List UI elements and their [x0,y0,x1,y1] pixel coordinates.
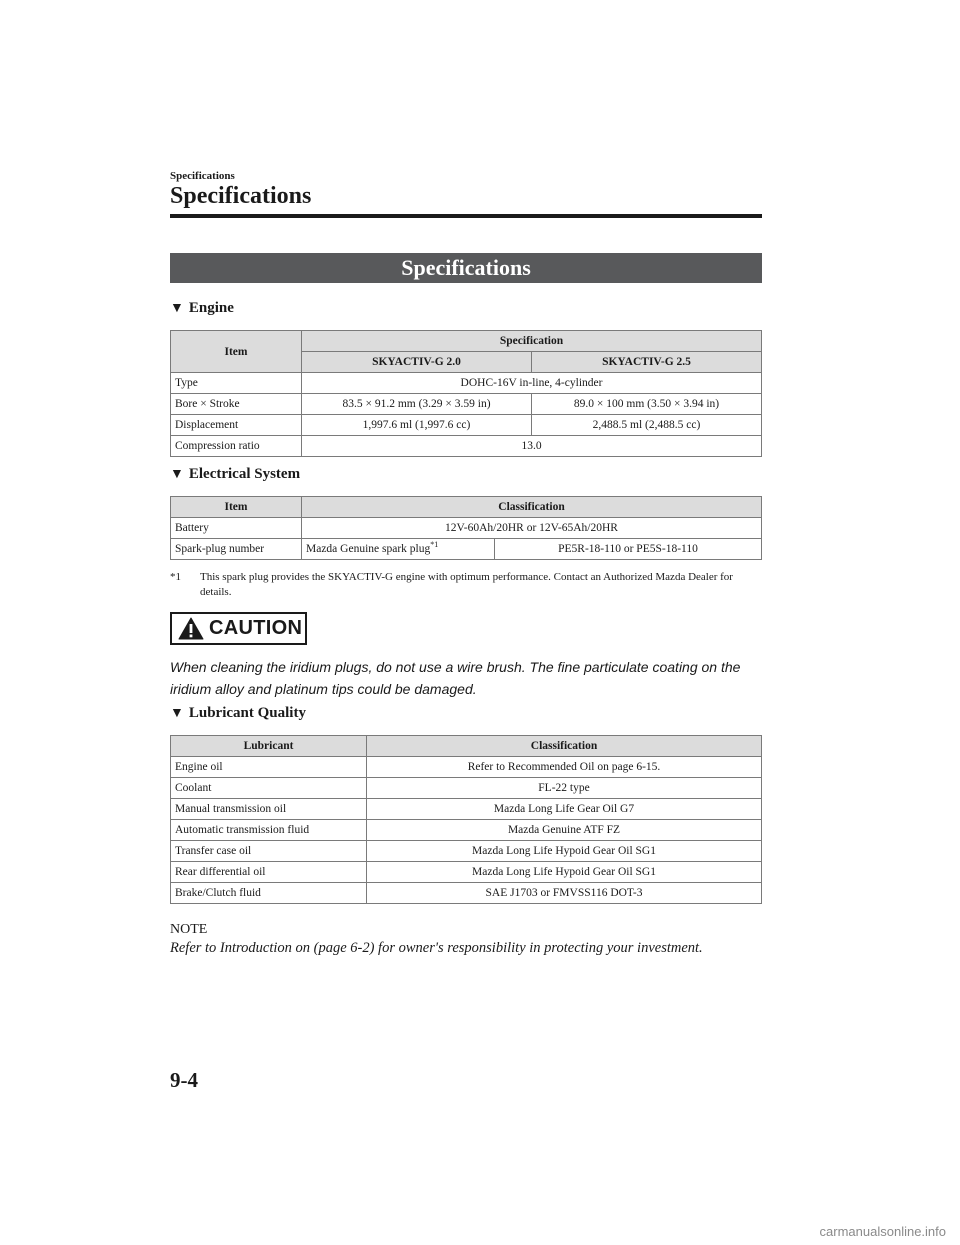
caution-label: CAUTION [209,617,303,639]
table-header: SKYACTIV-G 2.0 [302,352,532,373]
footnote [170,570,762,600]
table-cell: 1,997.6 ml (1,997.6 cc) [302,415,532,436]
table-header: Specification [302,331,762,352]
lubricant-heading: ▼ Lubricant Quality [170,705,306,721]
table-row [171,841,762,862]
table-cell: Rear differential oil [171,862,367,883]
table-row [171,820,762,841]
table-cell: Mazda Genuine spark plug$^{*1}$ [302,539,495,560]
table-cell: Type [171,373,302,394]
table-cell: Mazda Long Life Hypoid Gear Oil SG1 [367,841,762,862]
table-cell: Compression ratio [171,436,302,457]
table-cell: Displacement [171,415,302,436]
caution-badge [170,612,307,645]
electrical-table [170,496,762,560]
table-row [171,394,762,415]
footnote-text: This spark plug provides the SKYACTIV-G engine with optimum performance. Contact an Authorized Mazda Dealer for details. [200,571,733,598]
table-header: Classification [367,736,762,757]
table-cell: Spark-plug number [171,539,302,560]
table-row [171,757,762,778]
table-row [171,539,762,560]
table-cell: Bore × Stroke [171,394,302,415]
table-header: Item [171,497,302,518]
table-row [171,415,762,436]
table-cell: 13.0 [302,436,762,457]
table-cell: Mazda Genuine ATF FZ [367,820,762,841]
table-cell: Brake/Clutch fluid [171,883,367,904]
electrical-heading: ▼ Electrical System [170,466,301,482]
table-cell: Automatic transmission fluid [171,820,367,841]
page-number: 9-4 [170,1068,198,1092]
table-header: Classification [302,497,762,518]
table-row [171,518,762,539]
table-row [171,862,762,883]
section-banner: Specifications [170,253,762,283]
table-cell: 89.0 × 100 mm (3.50 × 3.94 in) [532,394,762,415]
footnote-ref: *1 [430,540,439,550]
table-header: Lubricant [171,736,367,757]
footnote-mark: *1 [170,571,181,583]
table-cell: FL-22 type [367,778,762,799]
down-triangle-icon: ▼ [170,706,184,721]
engine-heading: ▼ Engine [170,300,234,316]
engine-table [170,330,762,457]
running-head: Specifications [170,170,235,182]
table-cell: Refer to Recommended Oil on page 6-15. [367,757,762,778]
warning-triangle-icon [178,617,204,640]
page-title: Specifications [170,183,312,209]
down-triangle-icon: ▼ [170,301,184,316]
table-cell: Battery [171,518,302,539]
table-cell: 83.5 × 91.2 mm (3.29 × 3.59 in) [302,394,532,415]
table-header: SKYACTIV-G 2.5 [532,352,762,373]
table-cell: PE5R-18-110 or PE5S-18-110 [495,539,762,560]
watermark: carmanualsonline.info [819,1224,946,1239]
table-cell: Mazda Long Life Gear Oil G7 [367,799,762,820]
table-row [171,883,762,904]
table-header: Item [171,331,302,373]
lubricant-table [170,735,762,904]
table-cell: Transfer case oil [171,841,367,862]
title-rule [170,214,762,218]
table-cell: Mazda Long Life Hypoid Gear Oil SG1 [367,862,762,883]
table-cell: DOHC-16V in-line, 4-cylinder [302,373,762,394]
table-cell: SAE J1703 or FMVSS116 DOT-3 [367,883,762,904]
table-row [171,778,762,799]
note-label: NOTE [170,922,208,937]
note-text: Refer to Introduction on (page 6-2) for owner's responsibility in protecting your investment. [170,940,703,956]
table-row [171,799,762,820]
caution-text: When cleaning the iridium plugs, do not use a wire brush. The fine particulate coating on the iridium alloy and platinum tips could be damaged. [170,659,741,697]
table-row [171,373,762,394]
down-triangle-icon: ▼ [170,467,184,482]
table-row [171,436,762,457]
table-cell: 2,488.5 ml (2,488.5 cc) [532,415,762,436]
table-cell: Coolant [171,778,367,799]
table-cell: Manual transmission oil [171,799,367,820]
table-cell: Engine oil [171,757,367,778]
table-cell: 12V-60Ah/20HR or 12V-65Ah/20HR [302,518,762,539]
